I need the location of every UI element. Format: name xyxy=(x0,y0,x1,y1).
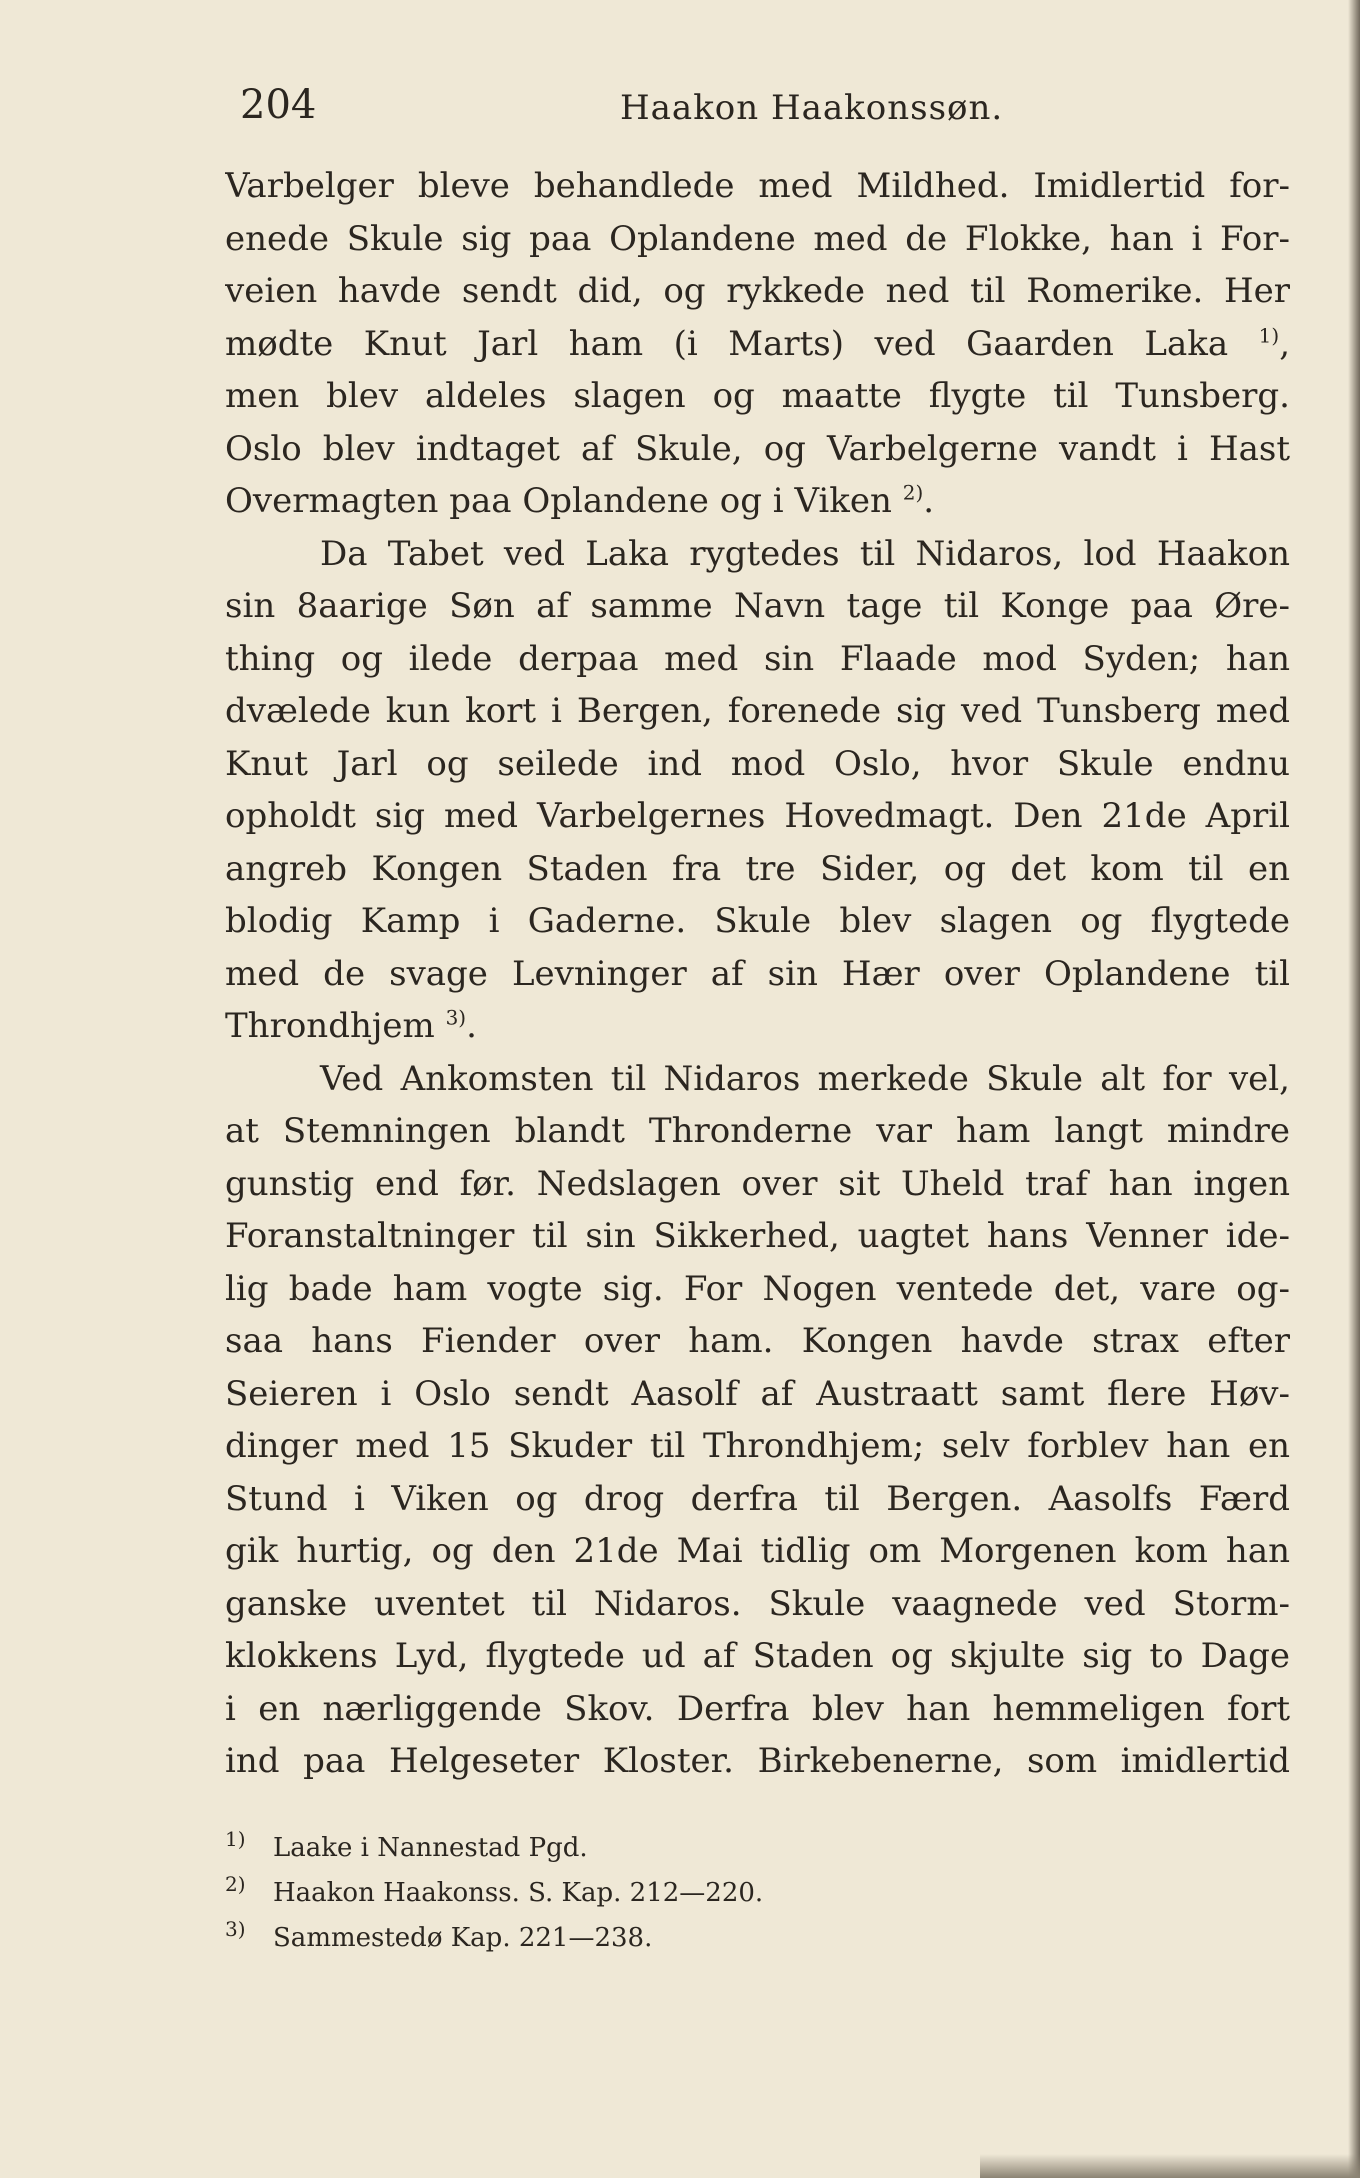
text-line: med de svage Levninger af sin Hær over Oplandene til xyxy=(225,953,1290,994)
footnote-ref: 3) xyxy=(445,1005,467,1030)
text-line: thing og ilede derpaa med sin Flaade mod Syden; han xyxy=(225,638,1290,679)
text-line: Overmagten paa Oplandene og i Viken $^{2)}$. xyxy=(225,480,935,521)
footnote-text: Haakon Haakonss. S. Kap. 212—220. xyxy=(273,1878,764,1908)
page-edge-shadow xyxy=(1348,0,1360,2178)
text-line: Ved Ankomsten til Nidaros merkede Skule alt for vel, xyxy=(320,1058,1290,1099)
footnote-text: Sammestedø Kap. 221—238. xyxy=(273,1923,653,1953)
text-fragment: Throndhjem xyxy=(225,1006,435,1046)
text-line: lig bade ham vogte sig. For Nogen ventede det, vare og- xyxy=(225,1268,1290,1309)
text-line: men blev aldeles slagen og maatte flygte til Tunsberg. xyxy=(225,376,1290,416)
text-line: gunstig end før. Nedslagen over sit Uheld traf han ingen xyxy=(225,1163,1290,1204)
text-line: Knut Jarl og seilede ind mod Oslo, hvor Skule endnu xyxy=(225,743,1290,784)
footnote-ref: 1) xyxy=(1258,323,1280,348)
page-header xyxy=(200,82,1290,142)
text-line: i en nærliggende Skov. Derfra blev han hemmeligen fort xyxy=(225,1688,1290,1729)
text-line: Oslo blev indtaget af Skule, og Varbelgerne vandt i Hast xyxy=(225,428,1290,469)
footnote-ref: 2) xyxy=(902,480,924,505)
text-line: Varbelger bleve behandlede med Mildhed. Imidlertid for- xyxy=(225,166,1290,206)
text-line: Da Tabet ved Laka rygtedes til Nidaros, lod Haakon xyxy=(320,533,1290,574)
text-line: veien havde sendt did, og rykkede ned til Romerike. Her xyxy=(225,271,1290,311)
text-line: ganske uventet til Nidaros. Skule vaagnede ved Storm- xyxy=(225,1583,1290,1624)
footnote: 3) Sammestedø Kap. 221—238. xyxy=(225,1917,653,1953)
text-line: klokkens Lyd, flygtede ud af Staden og skjulte sig to Dage xyxy=(225,1636,1290,1676)
footnote-text: Laake i Nannestad Pgd. xyxy=(273,1833,588,1863)
text-line: dinger med 15 Skuder til Throndhjem; selv forblev han en xyxy=(225,1426,1290,1466)
footnote: 1) Laake i Nannestad Pgd. xyxy=(225,1827,588,1863)
text-line: mødte Knut Jarl ham (i Marts) ved Gaarden Laka $^{1)}$, xyxy=(225,323,1290,364)
footnotes xyxy=(225,1826,1290,1961)
text-line: opholdt sig med Varbelgernes Hovedmagt. Den 21de April xyxy=(225,796,1290,836)
text-line: Throndhjem $^{3)}$. xyxy=(225,1005,477,1046)
text-fragment: mødte Knut Jarl ham (i Marts) ved Gaarden Laka xyxy=(225,323,1229,364)
footnote: 2) Haakon Haakonss. S. Kap. 212—220. xyxy=(225,1872,764,1908)
text-line: enede Skule sig paa Oplandene med de Flokke, han i For- xyxy=(225,218,1290,259)
text-line: angreb Kongen Staden fra tre Sider, og det kom til en xyxy=(225,848,1290,889)
page-number: 204 xyxy=(240,82,317,128)
text-line: blodig Kamp i Gaderne. Skule blev slagen og flygtede xyxy=(225,901,1290,941)
text-line: Stund i Viken og drog derfra til Bergen. Aasolfs Færd xyxy=(225,1478,1290,1519)
text-fragment: Overmagten paa Oplandene og i Viken xyxy=(225,481,892,521)
running-head: Haakon Haakonssøn. xyxy=(620,88,1004,128)
text-line: dvælede kun kort i Bergen, forenede sig ved Tunsberg med xyxy=(225,691,1290,731)
text-line: gik hurtig, og den 21de Mai tidlig om Morgenen kom han xyxy=(225,1531,1290,1571)
text-line: at Stemningen blandt Thronderne var ham langt mindre xyxy=(225,1111,1290,1151)
text-line: Foranstaltninger til sin Sikkerhed, uagtet hans Venner ide- xyxy=(225,1216,1290,1256)
page-bottom-shadow xyxy=(980,2154,1360,2178)
text-line: sin 8aarige Søn af samme Navn tage til Konge paa Øre- xyxy=(225,586,1290,626)
text-line: saa hans Fiender over ham. Kongen havde strax efter xyxy=(225,1321,1290,1361)
text-line: Seieren i Oslo sendt Aasolf af Austraatt samt flere Høv- xyxy=(225,1373,1290,1414)
text-line: ind paa Helgeseter Kloster. Birkebenerne, som imidlertid xyxy=(225,1741,1290,1781)
body-text xyxy=(225,160,1290,1788)
